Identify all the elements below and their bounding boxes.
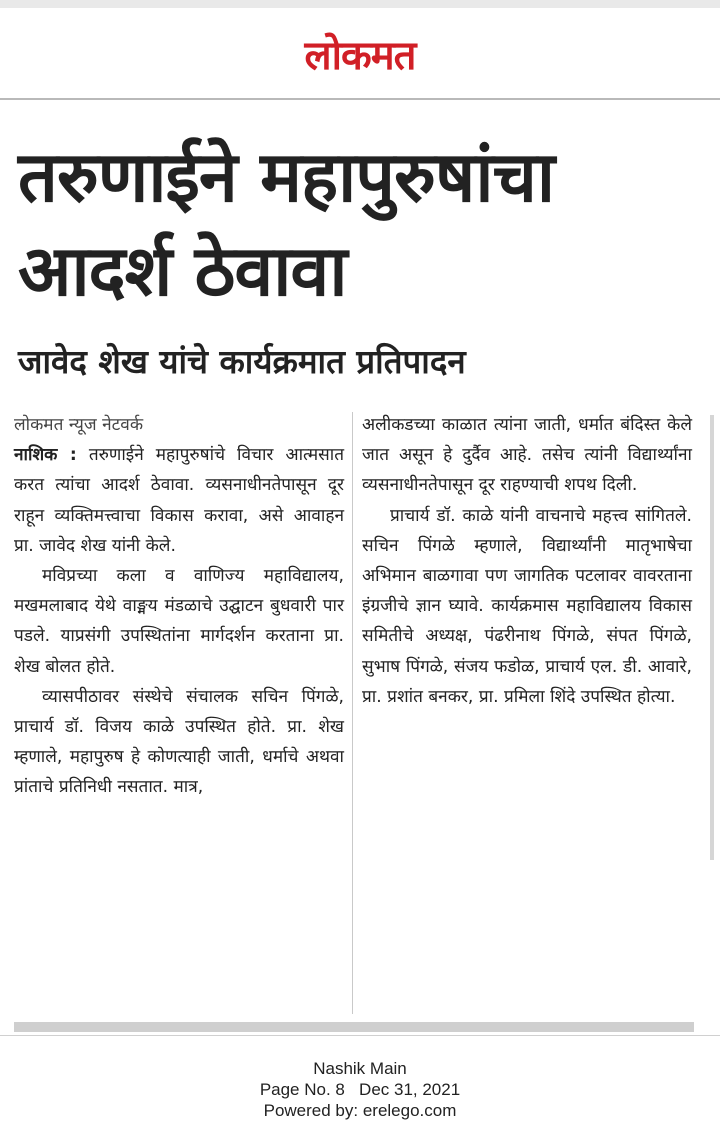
headline-line-2: आदर्श ठेवावा <box>18 230 347 312</box>
body-paragraph: प्राचार्य डॉ. काळे यांनी वाचनाचे महत्त्व सांगितले. सचिन पिंगळे म्हणाले, विद्यार्थ्यांनी मातृभाषेचा अभिमान बाळगावा पण जागतिक पटलावर वावरताना इंग्रजीचे ज्ञान घ्यावे. कार्यक्रमास महाविद्यालय विकास समितीचे अध्यक्ष, पंढरीनाथ पिंगळे, संपत पिंगळे, सुभाष पिंगळे, संजय फडोळ, प्राचार्य एल. डी. आवारे, प्रा. प्रशांत बनकर, प्रा. प्रमिला शिंदे उपस्थित होत्या. <box>362 505 692 707</box>
powered-by: Powered by: erelego.com <box>263 1101 457 1120</box>
article-headline <box>18 130 708 318</box>
article-column-left <box>14 410 344 803</box>
body-paragraph: व्यासपीठावर संस्थेचे संचालक सचिन पिंगळे, प्राचार्य डॉ. विजय काळे उपस्थित होते. प्रा. शेख म्हणाले, महापुरुष हे कोणत्याही जाती, धर्माचे अथवा प्रांताचे प्रतिनिधी नसतात. मात्र, <box>14 686 344 798</box>
scroll-edge <box>710 415 714 860</box>
top-strip <box>0 0 720 8</box>
page-footer <box>0 1058 720 1121</box>
dateline: नाशिक : <box>14 445 77 466</box>
edition-label: Nashik Main <box>313 1059 407 1078</box>
column-divider <box>352 412 353 1014</box>
byline: लोकमत न्यूज नेटवर्क <box>14 415 144 435</box>
lead-paragraph <box>14 440 344 561</box>
article-subheadline: जावेद शेख यांचे कार्यक्रमात प्रतिपादन <box>18 342 466 381</box>
headline-line-1: तरुणाईने महापुरुषांचा <box>18 136 555 218</box>
article-column-right <box>362 410 692 712</box>
body-paragraph: अलीकडच्या काळात त्यांना जाती, धर्मात बंदिस्त केले जात असून हे दुर्दैव आहे. तसेच त्यांनी विद्यार्थ्यांना व्यसनाधीनतेपासून दूर राहण्याची शपथ दिली. <box>362 415 692 496</box>
lead-paragraph-text: तरुणाईने महापुरुषांचे विचार आत्मसात करत त्यांचा आदर्श ठेवावा. व्यसनाधीनतेपासून दूर राहून व्यक्तिमत्त्वाचा विकास करावा, असे आवाहन प्रा. जावेद शेख यांनी केले. <box>14 445 344 556</box>
newspaper-logo: लोकमत <box>304 31 416 79</box>
page-and-date: Page No. 8 Dec 31, 2021 <box>259 1080 461 1099</box>
masthead <box>0 8 720 98</box>
footer-divider <box>0 1035 720 1036</box>
horizontal-scrollbar[interactable] <box>14 1022 694 1032</box>
masthead-divider <box>0 98 720 100</box>
body-paragraph: मविप्रच्या कला व वाणिज्य महाविद्यालय, मखमलाबाद येथे वाङ्मय मंडळाचे उद्घाटन बुधवारी पार पडले. याप्रसंगी उपस्थितांना मार्गदर्शन करताना प्रा. शेख बोलत होते. <box>14 566 344 677</box>
